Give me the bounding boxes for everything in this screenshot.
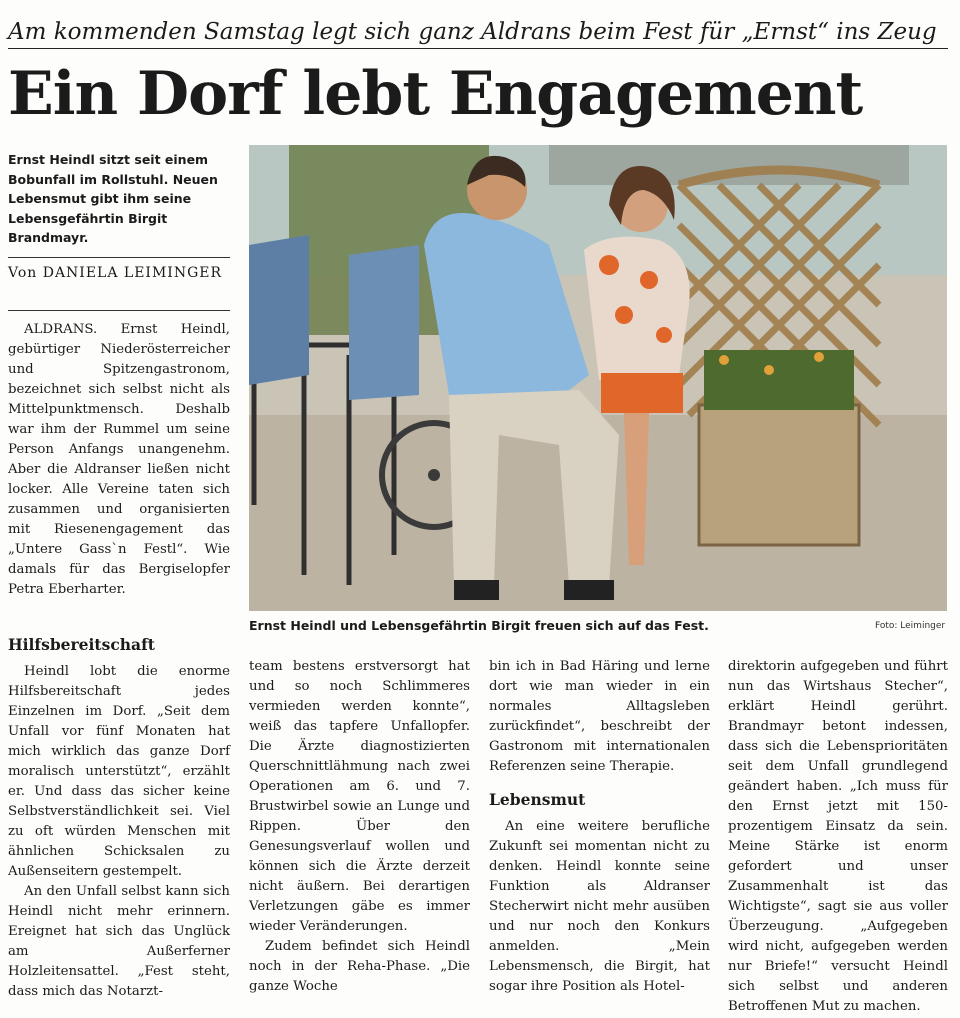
column-3-paragraph-2: An eine weitere berufliche Zukunft sei momentan nicht zu denken. Heindl konnte seine Funktion als Aldranser Stecherwirt nicht mehr ausüben und nur noch den Konkurs anmelden. „Mein Lebensmensch, die Birgit, hat sogar ihre Position als Hotel-: [489, 819, 710, 994]
lead-paragraph: Ernst Heindl sitzt seit einem Bobunfall im Rollstuhl. Neuen Lebensmut gibt ihm seine Lebensgefährtin Birgit Brandmayr.: [8, 152, 218, 245]
column-1: [8, 630, 230, 1002]
column-1-paragraph-2: An den Unfall selbst kann sich Heindl nicht mehr erinnern. Ereignet hat sich das Unglück am Außerferner Holzleitensattel. „Fest steht, dass mich das Notarzt-: [8, 884, 230, 999]
column-4-paragraph-1: direktorin aufgegeben und führt nun das Wirtshaus Stecher“, erklärt Heindl gerührt. Brandmayr betont indessen, dass sich die Lebensprioritäten seit dem Unfall grundlegend geändert haben. „Ich muss für den Ernst jetzt mit 150-prozentigem Einsatz da sein. Meine Stärke ist enorm gefordert und unser Zusammenhalt ist das Wichtigste“, sagt sie aus voller Überzeugung. „Aufgegeben wird nicht, aufgegeben werden nur Briefe!“ versucht Heindl sich selbst und anderen Betroffenen Mut zu machen.: [728, 659, 948, 1014]
intro-column: [8, 320, 230, 600]
column-3-paragraph-1: bin ich in Bad Häring und lerne dort wie man wieder in ein normales Alltagsleben zurückfindet“, beschreibt der Gastronom mit internationalen Referenzen seine Therapie.: [489, 659, 710, 774]
column-2: [249, 657, 470, 997]
intro-paragraph: ALDRANS. Ernst Heindl, gebürtiger Niederösterreicher und Spitzengastronom, bezeichnet sich selbst nicht als Mittelpunktmensch. Deshalb war ihm der Rummel um seine Person Anfangs unangenehm. Aber die Aldranser ließen nicht locker. Alle Vereine taten sich zusammen und organisierten mit Riesenengagement das „Untere Gass`n Festl“. Wie damals für das Bergiselopfer Petra Eberharter.: [8, 322, 230, 597]
photo-credit: Foto: Leiminger: [875, 621, 946, 631]
byline: Von DANIELA LEIMINGER: [8, 265, 223, 281]
photo-caption: Ernst Heindl und Lebensgefährtin Birgit freuen sich auf das Fest.: [249, 618, 709, 633]
column-3: [489, 657, 710, 997]
column-2-paragraph-2: Zudem befindet sich Heindl noch in der Reha-Phase. „Die ganze Woche: [249, 939, 470, 994]
kicker-line: Am kommenden Samstag legt sich ganz Aldrans beim Fest für „Ernst“ ins Zeug: [8, 18, 948, 49]
photo-illustration: [249, 145, 947, 611]
column-2-paragraph-1: team bestens erstversorgt hat und so noch Schlimmeres vermieden werden konnte“, weiß das tapfere Unfallopfer. Die Ärzte diagnostizierten Querschnittlähmung nach zwei Operationen am 6. und 7. Brustwirbel sowie an Lunge und Rippen. Über den Genesungsverlauf wollen und können sich die Ärzte derzeit nicht äußern. Bei derartigen Verletzungen gäbe es immer wieder Veränderungen.: [249, 659, 470, 934]
lead-divider: [8, 257, 230, 258]
subhead-lebensmut: Lebensmut: [489, 790, 586, 809]
byline-divider: [8, 310, 230, 311]
subhead-hilfsbereitschaft: Hilfsbereitschaft: [8, 635, 155, 654]
column-1-paragraph-1: Heindl lobt die enorme Hilfsbereitschaft jedes Einzelnen im Dorf. „Seit dem Unfall vor fünf Monaten hat mich wirklich das ganze Dorf moralisch unterstützt“, erzählt er. Und dass das sicher keine Selbstverständlichkeit sei. Viel zu oft würden Menschen mit ähnlichen Schicksalen zu Außenseitern gestempelt.: [8, 664, 230, 879]
headline: Ein Dorf lebt Engagement: [8, 59, 863, 129]
article-photo: [249, 145, 947, 611]
column-4: [728, 657, 948, 1017]
